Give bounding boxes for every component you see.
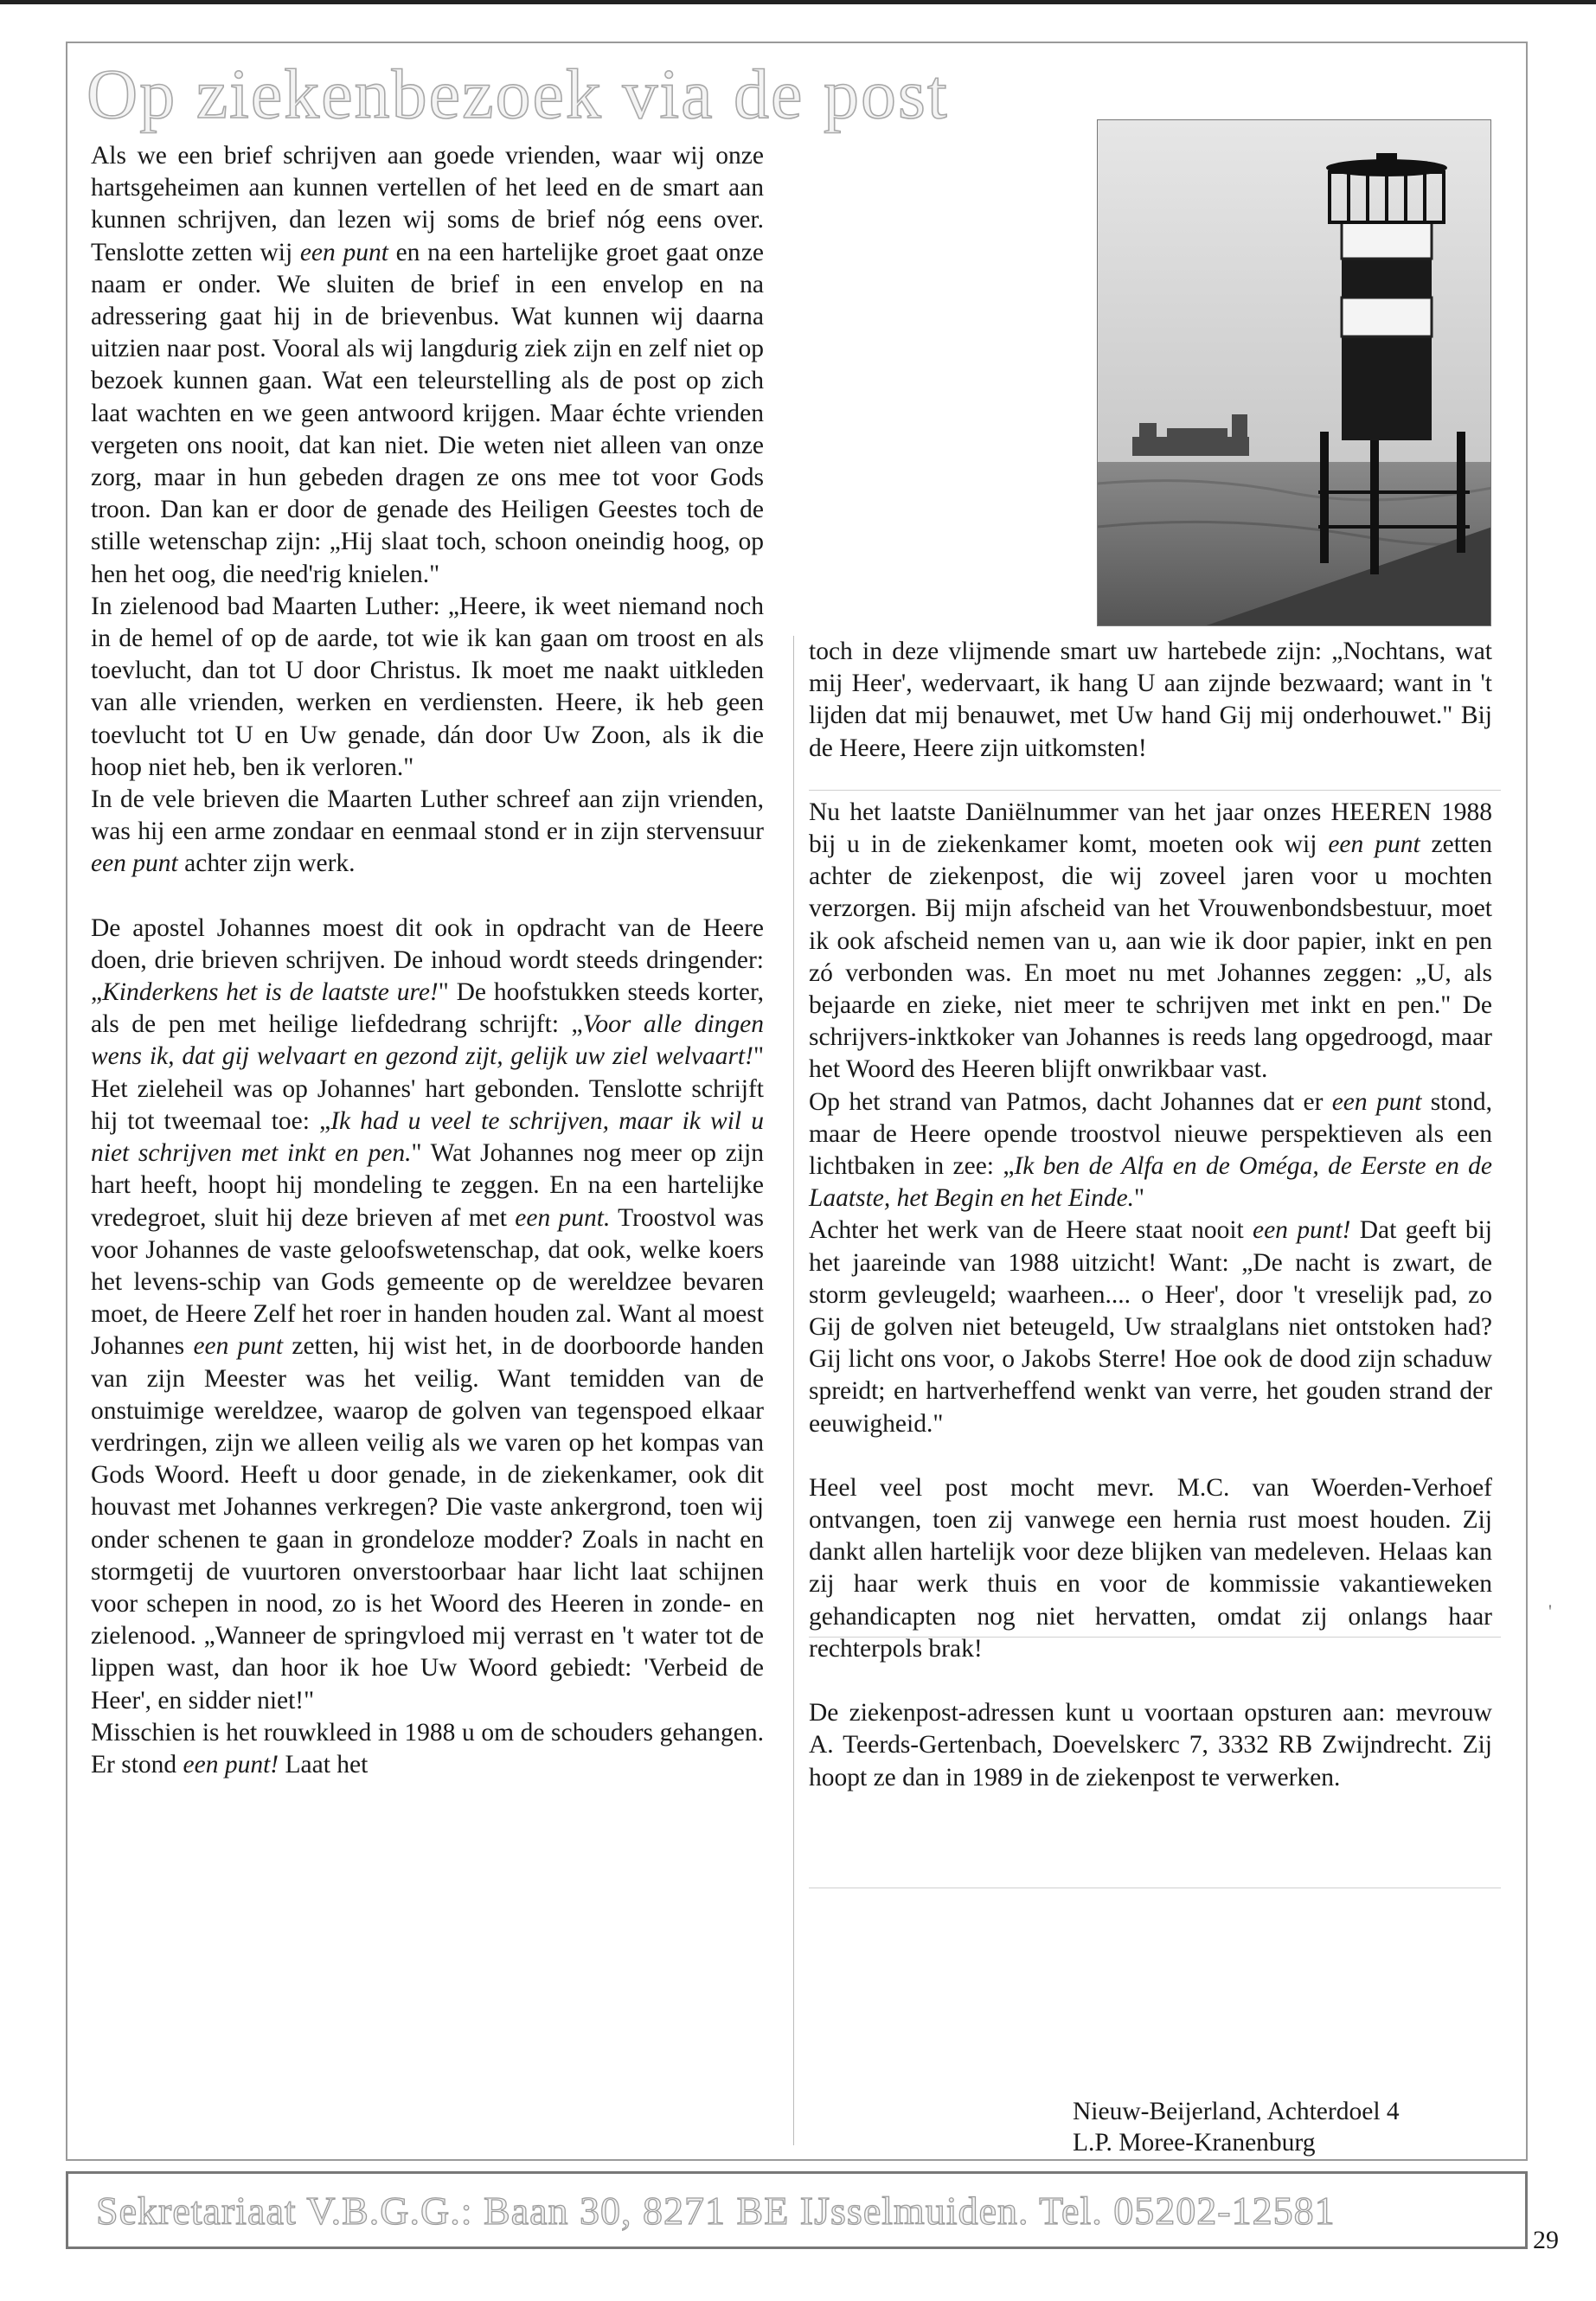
text-run: Heel veel post mocht mevr. M.C. van Woerden-Verhoef ontvangen, toen zij vanwege een hernia rust moest houden. Zij dankt allen hartelijk voor deze blijken van medeleven. Helaas kan zij haar werk thuis en voor de kommissie vakantieweken gehandicapten nog niet hervatten, omdat zij onlangs haar rechterpols brak! xyxy=(809,1473,1492,1663)
italic-run: Ik ben de Alfa en de Oméga, de Eerste en de Laatste, het Begin en het Einde. xyxy=(809,1152,1492,1213)
text-run: De ziekenpost-adressen kunt u voortaan opsturen aan: mevrouw A. Teerds-Gertenbach, Doevelskerc 7, 3332 RB Zwijndrecht. Zij hoopt ze dan in 1989 in de ziekenpost te verwerken. xyxy=(809,1699,1492,1791)
text-run: Nu het laatste Daniëlnummer van het jaar onzes HEEREN 1988 bij u in de ziekenkamer komt, moeten ook wij xyxy=(809,798,1492,859)
text-run: Achter het werk van de Heere staat nooit xyxy=(809,1216,1253,1245)
text-run: Troostvol was voor Johannes de vaste geloofswetenschap, dat ook, welke koers het levens-schip van Gods gemeente op de wereldzee bevaren moet, de Heere Zelf het roer in handen houden zal. Want al moest Johannes xyxy=(91,1203,764,1361)
lighthouse-photo xyxy=(1097,119,1491,626)
signature-name: L.P. Moree-Kranenburg xyxy=(1073,2129,1316,2157)
paragraph xyxy=(809,1697,1492,1794)
text-run: toch in deze vlijmende smart uw hartebede zijn: „Nochtans, wat mij Heer', wedervaart, ik hang U aan zijnde bezwaard; want in 't lijden dat mij benauwet, met Uw hand Gij mij onderhouwet." Bij de Heere, Heere zijn uitkomsten! xyxy=(809,638,1492,762)
text-run: Misschien is het rouwkleed in 1988 u om de schouders gehangen. Er stond xyxy=(91,1718,764,1779)
page-number: 29 xyxy=(1533,2226,1559,2254)
paragraph xyxy=(809,1472,1492,1665)
signature-place: Nieuw-Beijerland, Achterdoel 4 xyxy=(1073,2098,1400,2125)
text-run: Als we een brief schrijven aan goede vrienden, waar wij onze hartsgeheimen aan kunnen vertellen of het leed en de smart aan kunnen schrijven, dan lezen wij soms de brief nóg eens over. Tenslotte zetten wij xyxy=(91,142,764,266)
text-run: De apostel Johannes moest dit ook in opdracht van de Heere doen, drie brieven schrijven. De inhoud wordt steeds dringender: „ xyxy=(91,913,764,1007)
text-run: Dat geeft bij het jaareinde van 1988 uitzicht! Want: „De nacht is zwart, de storm gevleugeld; waarheen.... o Heer', door 't vreselijk pad, zo Gij de golven niet beteugeld, Uw straalglans niet ontstoken had? Gij licht ons voor, o Jakobs Sterre! Hoe ook de dood zijn schaduw spreidt; en hartverheffend wenkt van verre, het gouden strand der eeuwigheid." xyxy=(809,1216,1492,1438)
italic-run: een punt xyxy=(193,1332,284,1361)
italic-run: een punt xyxy=(1328,830,1420,859)
footer-box xyxy=(66,2171,1528,2249)
text-run: Laat het xyxy=(279,1750,369,1779)
paragraph xyxy=(91,591,764,784)
footer-text: Sekretariaat V.B.G.G.: Baan 30, 8271 BE IJsselmuiden. Tel. 05202-12581 xyxy=(96,2188,1336,2233)
text-run: " xyxy=(1134,1184,1145,1213)
italic-run: een punt! xyxy=(183,1750,279,1779)
lighthouse-image xyxy=(1098,120,1491,626)
text-run: zetten, hij wist het, in de doorboorde handen van zijn Meester was het veilig. Want temidden van de onstuimige wereldzee, waarop de golven van tegenspoed elkaar verdringen, zijn we alleen veilig als we varen op het kompas van Gods Woord. Heeft u door genade, in de ziekenkamer, ook dit houvast met Johannes verkregen? Die vaste ankergrond, toen wij onder schenen te gaan in grondeloze modder? Zoals in nacht en stormgetij de vuurtoren onverstoorbaar haar licht laat schijnen voor schepen in nood, zo is het Woord des Heeren in zonde- en zielenood. „Wanneer de springvloed mij verrast en 't water tot de lippen wast, dan hoor ik hoe Uw Woord gebiedt: 'Verbeid de Heer', en sidder niet!" xyxy=(91,1332,765,1715)
italic-run: Voor alle dingen wens ik, dat gij welvaart en gezond zijt, gelijk uw ziel welvaart! xyxy=(91,1010,764,1071)
paragraph xyxy=(91,1717,764,1781)
paragraph xyxy=(91,913,764,1717)
top-rule xyxy=(0,0,1596,4)
column-divider xyxy=(793,636,794,2145)
text-run: " Wat Johannes nog meer op zijn hart heeft, hoopt hij mondeling te zeggen. En na een hartelijke vredegroet, sluit hij deze brieven af met xyxy=(91,1139,764,1232)
signature-block xyxy=(1073,2096,1400,2158)
text-run: " De hoofstukken steeds korter, als de pen met heilige liefdedrang schrijft: „ xyxy=(91,978,764,1039)
italic-run: een punt xyxy=(299,238,388,266)
paragraph xyxy=(91,784,764,881)
text-run: In zielenood bad Maarten Luther: „Heere, ik weet niemand noch in de hemel of op de aarde, tot wie ik kan gaan om troost en als toevlucht, dan tot U door Christus. Ik moet me naakt uitkleden van alle vrienden, werken en verdiensten. Heere, ik heb geen toevlucht tot U en Uw genade, dán door Uw Zoon, als ik die hoop niet heb, ben ik verloren." xyxy=(91,592,764,781)
text-run: In de vele brieven die Maarten Luther schreef aan zijn vrienden, was hij een arme zondaar en eenmaal stond er in zijn stervensuur xyxy=(91,785,764,846)
text-run: Op het strand van Patmos, dacht Johannes dat er xyxy=(809,1087,1332,1116)
paragraph xyxy=(809,636,1492,765)
text-run: stond, maar de Heere opende troostvol nieuwe perspektieven als een lichtbaken in zee: „ xyxy=(809,1087,1492,1181)
paragraph xyxy=(809,1086,1492,1215)
italic-run: een punt! xyxy=(1253,1216,1351,1245)
text-run: achter zijn werk. xyxy=(177,849,356,878)
italic-run: Kinderkens het is de laatste ure! xyxy=(102,978,439,1007)
margin-mark: ' xyxy=(1548,1600,1552,1622)
text-run: en na een hartelijke groet gaat onze naam er onder. We sluiten de brief in een envelop en na adressering gaat hij in de brievenbus. Wat kunnen wij daarna uitzien naar post. Vooral als wij langdurig ziek zijn en zelf niet op bezoek kunnen gaan. Wat een teleurstelling als de post op zich laat wachten en we geen antwoord krijgen. Maar échte vrienden vergeten ons nooit, dat kan niet. Die weten niet alleen van onze zorg, maar in hun gebeden dragen ze ons mee tot voor Gods troon. Dan kan er door de genade des Heiligen Geestes toch de stille wetenschap zijn: „Hij slaat toch, schoon oneindig hoog, op hen het oog, die need'rig knielen." xyxy=(91,238,765,588)
italic-run: een punt. xyxy=(515,1203,611,1232)
italic-run: een punt xyxy=(1331,1087,1422,1116)
paragraph xyxy=(809,1215,1492,1439)
text-run: " Het zieleheil was op Johannes' hart gebonden. Tenslotte schrijft hij tot tweemaal toe: „ xyxy=(91,1042,764,1135)
paragraph xyxy=(809,797,1492,1086)
text-run: zetten achter de ziekenpost, die wij zoveel jaren voor u mochten verzorgen. Bij mijn afscheid van het Vrouwenbondsbestuur, moet ik ook afscheid nemen van u, aan wie ik door papier, inkt en pen zó verbonden was. En moet nu met Johannes zeggen: „U, als bejaarde en zieke, niet meer te schrijven met inkt en pen." De schrijvers-inktkoker van Johannes is reeds lang opgedroogd, maar het Woord des Heeren blijft onwrikbaar vast. xyxy=(809,830,1492,1084)
italic-run: Ik had u veel te schrijven, maar ik wil u niet schrijven met inkt en pen. xyxy=(91,1106,764,1168)
article-title: Op ziekenbezoek via de post xyxy=(87,54,949,133)
italic-run: een punt xyxy=(91,849,178,878)
paragraph xyxy=(91,140,764,591)
left-column xyxy=(91,140,764,1781)
right-column xyxy=(809,636,1492,1794)
